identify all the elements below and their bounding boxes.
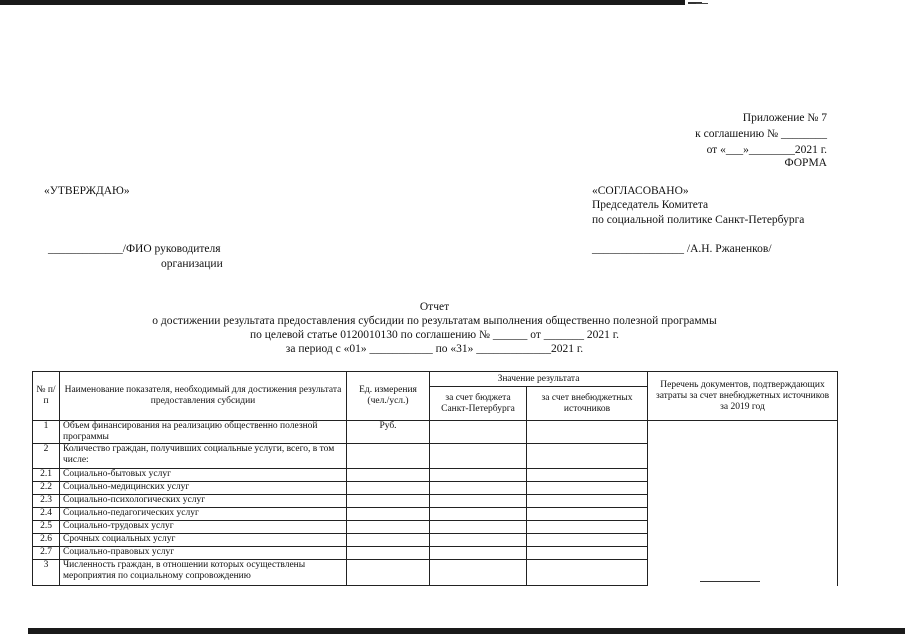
row-indicator: Социально-бытовых услуг (60, 469, 347, 482)
row-budget-value (430, 469, 527, 482)
row-budget-value (430, 482, 527, 495)
row-number: 2 (33, 444, 60, 469)
row-number: 2.3 (33, 495, 60, 508)
agree-signature-line: ________________ /А.Н. Ржаненков/ (592, 243, 772, 255)
scan-edge-top-fragment (696, 3, 708, 4)
row-indicator: Социально-медицинских услуг (60, 482, 347, 495)
scan-edge-bottom (28, 628, 905, 634)
scan-edge-top (0, 0, 685, 5)
appendix-agreement-number: к соглашению № ________ (695, 128, 827, 140)
row-unit (347, 495, 430, 508)
row-unit (347, 560, 430, 586)
header-result-value: Значение результата (430, 372, 648, 387)
report-title: Отчет (419, 301, 450, 313)
row-number: 2.7 (33, 547, 60, 560)
row-extra-value (527, 534, 648, 547)
report-subject: о достижении результата предоставления субсидии по результатам выполнения общественно полезной программы (152, 315, 717, 327)
row-number: 2.6 (33, 534, 60, 547)
row-indicator: Объем финансирования на реализацию общественно полезной программы (60, 421, 347, 444)
header-extra-budget-funds: за счет внебюджетных источников (527, 387, 648, 421)
page-cut-mask (32, 588, 842, 628)
row-budget-value (430, 521, 527, 534)
row-unit (347, 547, 430, 560)
appendix-date: от «___»________2021 г. (706, 144, 827, 156)
row-unit (347, 534, 430, 547)
row-budget-value (430, 560, 527, 586)
row-budget-value (430, 421, 527, 444)
row-extra-value (527, 444, 648, 469)
row-budget-value (430, 444, 527, 469)
row-extra-value (527, 495, 648, 508)
row-unit: Руб. (347, 421, 430, 444)
row-indicator: Социально-трудовых услуг (60, 521, 347, 534)
row-indicator: Социально-психологических услуг (60, 495, 347, 508)
approve-signature-line: _____________/ФИО руководителя (48, 243, 221, 255)
agree-committee: по социальной политике Санкт-Петербурга (592, 214, 805, 226)
approve-signature-caption: организации (161, 258, 223, 270)
header-number: № п/п (33, 372, 60, 421)
row-budget-value (430, 508, 527, 521)
row-extra-value (527, 521, 648, 534)
header-unit: Ед. измерения (чел./усл.) (347, 372, 430, 421)
header-budget-funds: за счет бюджета Санкт-Петербурга (430, 387, 527, 421)
row-extra-value (527, 508, 648, 521)
row-extra-value (527, 469, 648, 482)
row-unit (347, 508, 430, 521)
row-extra-value (527, 547, 648, 560)
row-unit (347, 521, 430, 534)
row-indicator: Количество граждан, получивших социальные услуги, всего, в том числе: (60, 444, 347, 469)
documents-underline (700, 581, 760, 582)
report-period: за период с «01» ___________ по «31» _____________2021 г. (285, 343, 584, 355)
row-unit (347, 482, 430, 495)
row-extra-value (527, 482, 648, 495)
report-table (32, 371, 838, 586)
documents-cell (648, 421, 838, 586)
row-number: 2.2 (33, 482, 60, 495)
row-indicator: Социально-педагогических услуг (60, 508, 347, 521)
appendix-number: Приложение № 7 (742, 112, 827, 124)
row-budget-value (430, 534, 527, 547)
row-number: 3 (33, 560, 60, 586)
report-budget-article: по целевой статье 0120010130 по соглашению № ______ от _______ 2021 г. (249, 329, 620, 341)
row-number: 2.4 (33, 508, 60, 521)
row-extra-value (527, 421, 648, 444)
agree-title: «СОГЛАСОВАНО» (592, 185, 689, 197)
appendix-form-label: ФОРМА (784, 157, 827, 169)
row-indicator: Социально-правовых услуг (60, 547, 347, 560)
row-budget-value (430, 547, 527, 560)
agree-position: Председатель Комитета (592, 199, 709, 211)
row-unit (347, 469, 430, 482)
row-indicator: Численность граждан, в отношении которых осуществлены мероприятия по социальному сопровождению (60, 560, 347, 586)
row-indicator: Срочных социальных услуг (60, 534, 347, 547)
row-extra-value (527, 560, 648, 586)
row-budget-value (430, 495, 527, 508)
row-number: 1 (33, 421, 60, 444)
approve-title: «УТВЕРЖДАЮ» (44, 185, 130, 197)
row-number: 2.1 (33, 469, 60, 482)
row-unit (347, 444, 430, 469)
table-row (33, 421, 838, 444)
header-indicator-name: Наименование показателя, необходимый для достижения результата предоставления субсидии (60, 372, 347, 421)
header-documents: Перечень документов, подтверждающих затраты за счет внебюджетных источников за 2019 год (648, 372, 838, 421)
row-number: 2.5 (33, 521, 60, 534)
